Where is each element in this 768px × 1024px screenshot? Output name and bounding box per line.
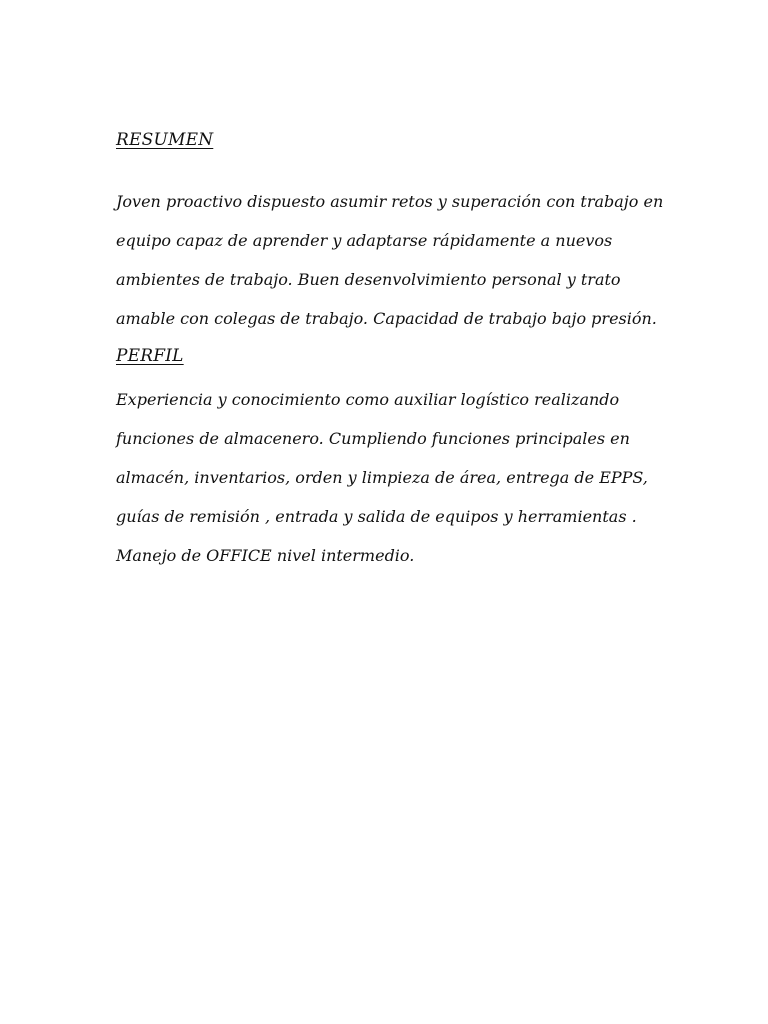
paragraph-line: funciones de almacenero. Cumpliendo funciones principales en bbox=[116, 429, 630, 448]
paragraph-line: Experiencia y conocimiento como auxiliar logístico realizando bbox=[116, 390, 620, 409]
office-skill-line: Manejo de OFFICE nivel intermedio. bbox=[116, 546, 415, 565]
section-heading-perfil: PERFIL bbox=[116, 346, 184, 366]
paragraph-line: equipo capaz de aprender y adaptarse rápidamente a nuevos bbox=[116, 231, 613, 250]
paragraph-line: ambientes de trabajo. Buen desenvolvimiento personal y trato bbox=[116, 270, 621, 289]
section-heading-resumen: RESUMEN bbox=[116, 130, 214, 150]
paragraph-line: guías de remisión , entrada y salida de equipos y herramientas . bbox=[116, 507, 637, 526]
resumen-paragraph bbox=[116, 191, 664, 347]
paragraph-line: Joven proactivo dispuesto asumir retos y superación con trabajo en bbox=[116, 192, 664, 211]
perfil-paragraph bbox=[116, 389, 648, 545]
paragraph-line: almacén, inventarios, orden y limpieza de área, entrega de EPPS, bbox=[116, 468, 648, 487]
paragraph-line: amable con colegas de trabajo. Capacidad de trabajo bajo presión. bbox=[116, 309, 657, 328]
